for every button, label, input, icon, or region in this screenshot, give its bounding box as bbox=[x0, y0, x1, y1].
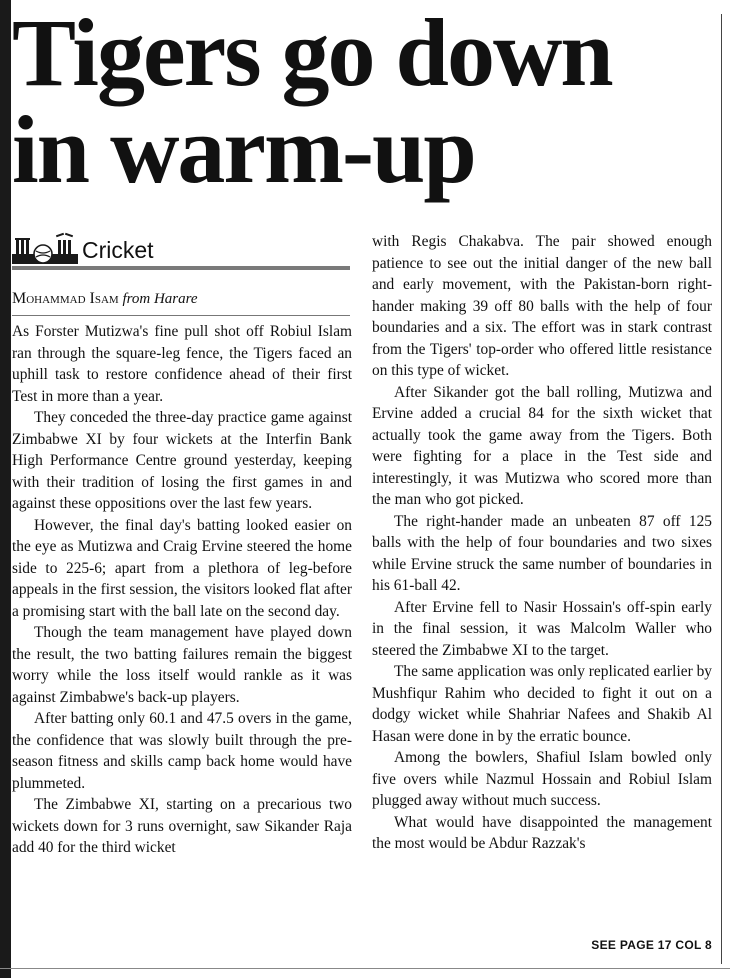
paragraph: with Regis Chakabva. The pair showed enough patience to see out the initial danger of the new ball and early movement, with the Pakistan-born right-hander making 39 off 80 balls with the help of four boundaries and a six. The effort was in stark contrast from the Tigers' top-order who offered little resistance on this type of wicket. bbox=[372, 233, 712, 379]
byline-author: Mohammad Isam bbox=[12, 290, 119, 307]
section-tag bbox=[12, 232, 350, 272]
article-column-2 bbox=[372, 231, 712, 855]
section-rule bbox=[12, 266, 350, 270]
byline-location: from Harare bbox=[122, 291, 198, 307]
paragraph: The same application was only replicated earlier by Mushfiqur Rahim who decided to fight it out on a dodgy wicket while Shahriar Nafees and Shakib Al Hasan were done in by the erratic bounce. bbox=[372, 663, 712, 745]
column-divider-rule bbox=[721, 14, 722, 964]
paragraph: After batting only 60.1 and 47.5 overs in the game, the confidence that was slowly built through the pre-season fitness and skills camp back home would have plummeted. bbox=[12, 710, 352, 792]
headline-line-1: Tigers go down bbox=[12, 0, 612, 106]
byline bbox=[12, 290, 198, 308]
paragraph: The right-hander made an unbeaten 87 off 125 balls with the help of four boundaries and two sixes while Ervine struck the same number of boundaries in his 61-ball 42. bbox=[372, 512, 712, 594]
left-margin-bar bbox=[0, 0, 11, 978]
paragraph: As Forster Mutizwa's fine pull shot off Robiul Islam ran through the square-leg fence, the Tigers faced an uphill task to restore confidence ahead of their first Test in more than a year. bbox=[12, 323, 352, 405]
continuation-reference: SEE PAGE 17 COL 8 bbox=[591, 938, 712, 952]
paragraph: Though the team management have played down the result, the two batting failures remain the biggest worry while the loss itself would rankle as it was against Zimbabwe's back-up players. bbox=[12, 624, 352, 706]
article-column-1 bbox=[12, 321, 352, 859]
paragraph: After Ervine fell to Nasir Hossain's off-spin early in the final session, it was Malcolm Waller who steered the Zimbabwe XI to the target. bbox=[372, 598, 712, 659]
paragraph: Among the bowlers, Shafiul Islam bowled only five overs while Nazmul Hossain and Robiul Islam plugged away without much success. bbox=[372, 749, 712, 809]
cricket-ball-and-stumps-icon bbox=[12, 232, 78, 268]
paragraph: They conceded the three-day practice game against Zimbabwe XI by four wickets at the Interfin Bank High Performance Centre ground yesterday, keeping with their tradition of losing the first games in and against these oppositions over the last few years. bbox=[12, 409, 352, 512]
bottom-rule bbox=[0, 968, 730, 969]
section-label: Cricket bbox=[82, 237, 154, 263]
headline bbox=[12, 0, 612, 203]
paragraph: What would have disappointed the management the most would be Abdur Razzak's bbox=[372, 813, 712, 852]
headline-line-2: in warm-up bbox=[12, 96, 475, 203]
byline-rule bbox=[12, 315, 350, 316]
paragraph: However, the final day's batting looked easier on the eye as Mutizwa and Craig Ervine steered the home side to 225-6; apart from a plethora of leg-before appeals in the first session, the visitors looked flat after a promising start with the ball late on the second day. bbox=[12, 516, 352, 620]
paragraph: After Sikander got the ball rolling, Mutizwa and Ervine added a crucial 84 for the sixth wicket that actually took the game away from the Tigers. Both were fighting for a place in the Test side and interestingly, it was Mutizwa who scored more than the man who got picked. bbox=[372, 383, 712, 508]
paragraph: The Zimbabwe XI, starting on a precarious two wickets down for 3 runs overnight, saw Sikander Raja add 40 for the third wicket bbox=[12, 796, 352, 856]
